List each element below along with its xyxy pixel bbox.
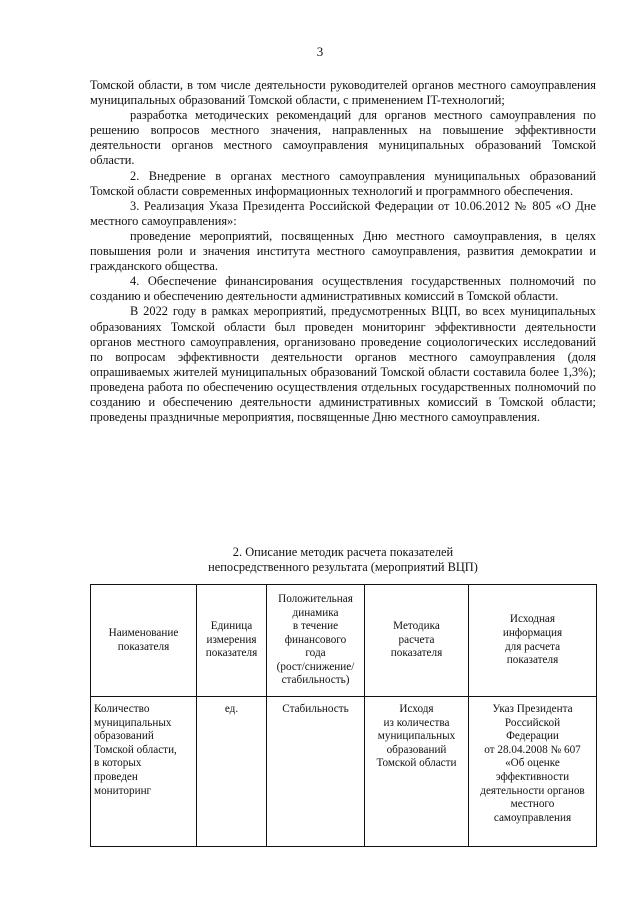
paragraph: 2. Внедрение в органах местного самоуправления муниципальных образований Томской области современных информационных технологий и программного обеспечения. (90, 168, 596, 198)
paragraph: 3. Реализация Указа Президента Российской Федерации от 10.06.2012 № 805 «О Дне местного самоуправления»: (90, 198, 596, 228)
body-text (90, 78, 596, 425)
table-header-row (91, 585, 597, 697)
header-method: Методика расчета показателя (365, 585, 469, 697)
header-unit: Единица измерения показателя (197, 585, 267, 697)
table-row (91, 697, 597, 847)
header-dynamics: Положительная динамика в течение финансового года (рост/снижение/ стабильность) (267, 585, 365, 697)
header-indicator-name: Наименование показателя (91, 585, 197, 697)
cell-method: Исходя из количества муниципальных образований Томской области (365, 697, 469, 847)
paragraph: проведение мероприятий, посвященных Дню местного самоуправления, в целях повышения роли и значения института местного самоуправления, развития демократии и гражданского общества. (90, 228, 596, 274)
section-title: 2. Описание методик расчета показателей непосредственного результата (мероприятий ВЦП) (208, 545, 478, 575)
paragraph: В 2022 году в рамках мероприятий, предусмотренных ВЦП, во всех муниципальных образованиях Томской области был проведен мониторинг эффективности деятельности органов местного самоуправления, организовано проведение социологических исследований по вопросам эффективности деятельности органов местного самоуправления (доля опрашиваемых жителей муниципальных образований Томской области составила более 1,3%); проведена работа по обеспечению осуществления отдельных государственных полномочий по созданию и обеспечению деятельности административных комиссий в Томской области; проведены праздничные мероприятия, посвященные Дню местного самоуправления. (90, 304, 596, 425)
indicators-table (90, 584, 597, 847)
cell-source: Указ Президента Российской Федерации от 28.04.2008 № 607 «Об оценке эффективности деятельности органов местного самоуправления (469, 697, 597, 847)
cell-unit: ед. (197, 697, 267, 847)
cell-dynamics: Стабильность (267, 697, 365, 847)
page-number: 3 (316, 44, 324, 59)
cell-indicator-name: Количество муниципальных образований Томской области, в которых проведен мониторинг (91, 697, 197, 847)
paragraph: Томской области, в том числе деятельности руководителей органов местного самоуправления муниципальных образований Томской области, с применением IT-технологий; (90, 78, 596, 108)
paragraph: 4. Обеспечение финансирования осуществления государственных полномочий по созданию и обеспечению деятельности административных комиссий в Томской области. (90, 274, 596, 304)
paragraph: разработка методических рекомендаций для органов местного самоуправления по решению вопросов местного значения, направленных на повышение эффективности деятельности органов местного самоуправления муниципальных образований Томской области. (90, 108, 596, 168)
header-source: Исходная информация для расчета показателя (469, 585, 597, 697)
